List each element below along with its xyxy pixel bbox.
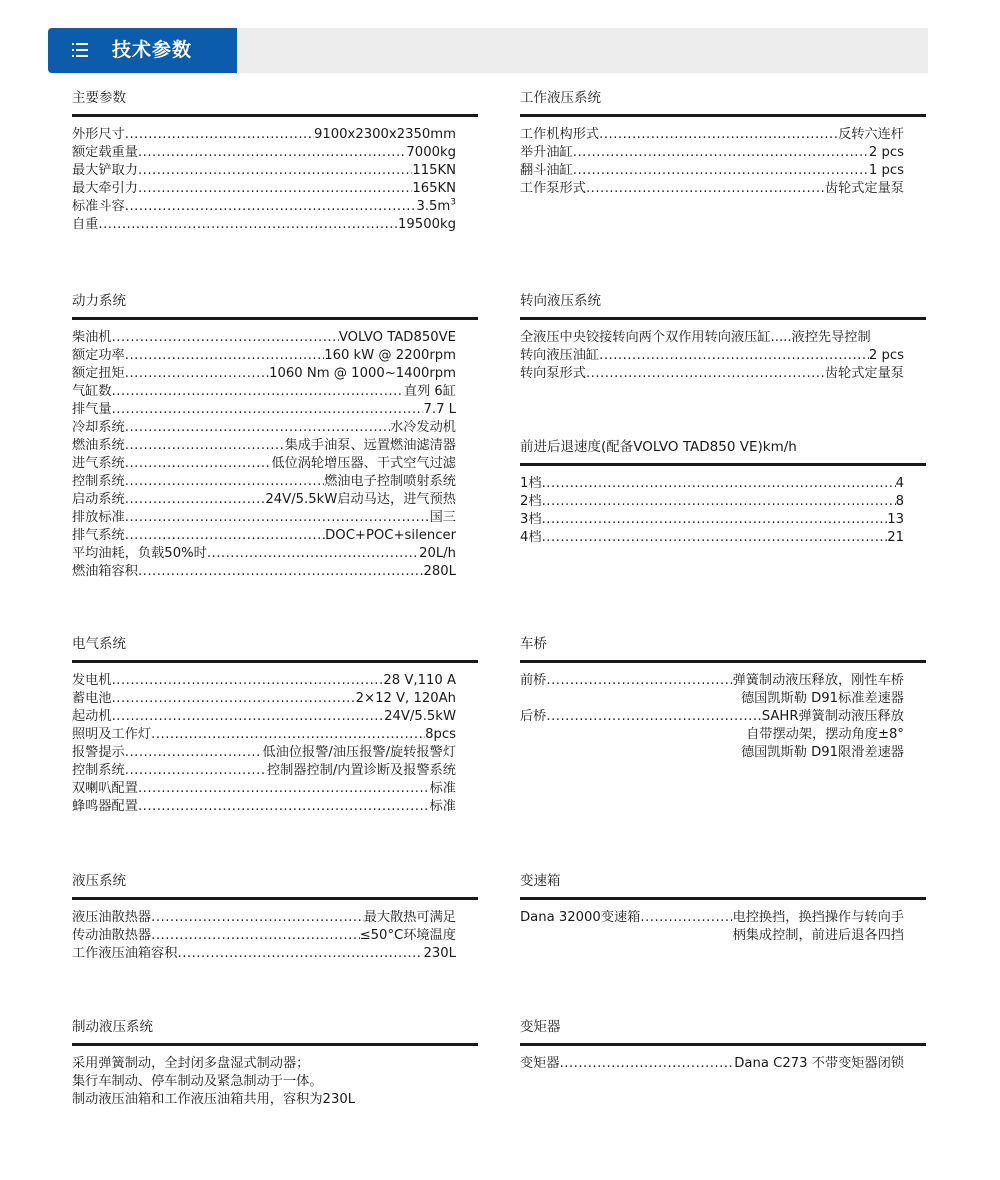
spec-value: 13: [887, 512, 904, 527]
section-steering: [520, 292, 926, 383]
spec-list: [520, 1055, 904, 1073]
spec-label: 外形尺寸: [72, 127, 125, 142]
spec-label: 翻斗油缸: [520, 163, 573, 178]
spec-label: 排气系统: [72, 528, 125, 543]
spec-row: [520, 180, 904, 198]
spec-label: 排气量: [72, 402, 112, 417]
spec-label: 最大铲取力: [72, 163, 138, 178]
spec-value: 齿轮式定量泵: [824, 366, 904, 381]
spec-label: 额定载重量: [72, 145, 138, 160]
spec-value: 19500kg: [398, 217, 456, 232]
spec-row: [520, 909, 904, 927]
spec-label: 排放标准: [72, 510, 125, 525]
header-tab: [48, 28, 237, 73]
section-work-hydraulic: [520, 89, 926, 198]
section-electrical: [72, 635, 478, 816]
spec-list: [72, 672, 456, 816]
spec-value: 反转六连杆: [838, 127, 904, 142]
spec-value: DOC+POC+silencer: [325, 528, 456, 543]
spec-row: [520, 365, 904, 383]
spec-row: [520, 347, 904, 365]
spec-value: 燃油电子控制喷射系统: [324, 474, 456, 489]
spec-row: [72, 401, 456, 419]
spec-list: [520, 909, 904, 945]
spec-label: 冷却系统: [72, 420, 125, 435]
spec-value: 280L: [423, 564, 456, 579]
section-rule: [520, 463, 926, 466]
spec-row: [520, 475, 904, 493]
section-gearbox: [520, 872, 926, 945]
spec-label: 1档: [520, 476, 542, 491]
spec-list: [520, 329, 904, 383]
spec-value: 1060 Nm @ 1000~1400rpm: [269, 366, 456, 381]
spec-value: 28 V,110 A: [383, 673, 456, 688]
spec-label: 工作液压油箱容积: [72, 946, 178, 961]
page-title: 技术参数: [112, 39, 193, 61]
section-title: 工作液压系统: [520, 90, 601, 106]
spec-value: 115KN: [412, 163, 456, 178]
spec-label: 蜂鸣器配置: [72, 799, 138, 814]
spec-value: 直列 6缸: [403, 384, 456, 399]
spec-row: [72, 672, 456, 690]
spec-value: 8pcs: [425, 727, 456, 742]
spec-value: 水冷发动机: [390, 420, 456, 435]
spec-row: [72, 909, 456, 927]
paragraph-line: 采用弹簧制动，全封闭多盘湿式制动器；: [72, 1056, 310, 1071]
spec-paragraph: [72, 1055, 456, 1109]
spec-label: 柴油机: [72, 330, 112, 345]
spec-label: 举升油缸: [520, 145, 573, 160]
spec-label: 气缸数: [72, 384, 112, 399]
spec-row: [72, 744, 456, 762]
spec-label: 燃油系统: [72, 438, 125, 453]
spec-row: [520, 529, 904, 547]
section-power: [72, 292, 478, 581]
spec-row: [72, 198, 456, 216]
section-rule: [520, 114, 926, 117]
spec-row: [72, 762, 456, 780]
spec-list: [72, 909, 456, 963]
spec-label: 工作泵形式: [520, 181, 586, 196]
spec-value: 低油位报警/油压报警/旋转报警灯: [262, 745, 456, 760]
spec-row: [72, 509, 456, 527]
spec-label: 转向液压油缸: [520, 348, 600, 363]
spec-row: [72, 473, 456, 491]
paragraph-line: 制动液压油箱和工作液压油箱共用，容积为230L: [72, 1092, 356, 1107]
spec-row: [72, 329, 456, 347]
section-title: 电气系统: [72, 636, 126, 652]
spec-list: [520, 126, 904, 198]
spec-value: 2×12 V, 120Ah: [355, 691, 456, 706]
spec-row: [72, 455, 456, 473]
spec-value: 230L: [423, 946, 456, 961]
paragraph-line: 集行车制动、停车制动及紧急制动于一体。: [72, 1074, 323, 1089]
section-rule: [72, 1043, 478, 1046]
spec-continuation: 自带摆动架，摆动角度±8°: [746, 727, 904, 742]
section-hydraulic: [72, 872, 478, 963]
spec-label: 标准斗容: [72, 199, 125, 214]
spec-row: [72, 545, 456, 563]
spec-value: 标准: [429, 799, 456, 814]
spec-label: 最大牵引力: [72, 181, 138, 196]
spec-row: [520, 493, 904, 511]
section-rule: [520, 1043, 926, 1046]
spec-list: [520, 475, 904, 547]
spec-value: 9100x2300x2350mm: [314, 127, 456, 142]
spec-value: SAHR弹簧制动液压释放: [761, 709, 904, 724]
section-title: 前进后退速度(配备VOLVO TAD850 VE)km/h: [520, 439, 797, 455]
spec-row: [72, 162, 456, 180]
spec-label: 起动机: [72, 709, 112, 724]
spec-value: 最大散热可满足: [363, 910, 456, 925]
spec-value: ≤50°C环境温度: [359, 928, 456, 943]
section-axle: [520, 635, 926, 762]
spec-row: [72, 927, 456, 945]
spec-label: 控制系统: [72, 763, 125, 778]
spec-label: 2档: [520, 494, 542, 509]
spec-label: 进气系统: [72, 456, 125, 471]
section-title: 主要参数: [72, 90, 126, 106]
spec-row: [72, 419, 456, 437]
spec-value: 低位涡轮增压器、干式空气过滤: [271, 456, 456, 471]
spec-value: 8: [895, 494, 904, 509]
section-rule: [72, 660, 478, 663]
spec-continuation: 柄集成控制，前进后退各四挡: [732, 928, 904, 943]
spec-row: [72, 216, 456, 234]
section-title: 变速箱: [520, 873, 561, 889]
spec-row: [72, 726, 456, 744]
spec-row: [520, 708, 904, 726]
spec-row: [72, 527, 456, 545]
spec-row: [72, 945, 456, 963]
spec-label: 4档: [520, 530, 542, 545]
section-title: 液压系统: [72, 873, 126, 889]
spec-value: 标准: [429, 781, 456, 796]
section-speed: [520, 438, 926, 547]
spec-row: [72, 690, 456, 708]
spec-value: 集成手油泵、远置燃油滤清器: [284, 438, 456, 453]
section-title: 车桥: [520, 636, 547, 652]
section-main-params: [72, 89, 478, 234]
spec-label: 转向泵形式: [520, 366, 586, 381]
spec-row: [72, 563, 456, 581]
section-rule: [520, 660, 926, 663]
spec-list: [520, 672, 904, 762]
spec-value: 21: [887, 530, 904, 545]
spec-row: [72, 708, 456, 726]
spec-row: [72, 144, 456, 162]
spec-list: [72, 126, 456, 234]
section-title: 动力系统: [72, 293, 126, 309]
spec-value: Dana C273 不带变矩器闭锁: [734, 1056, 904, 1071]
spec-label: Dana 32000变速箱: [520, 910, 641, 925]
section-brake: [72, 1018, 478, 1109]
spec-row: [520, 1055, 904, 1073]
spec-line: 全液压中央铰接转向两个双作用转向液压缸.....液控先导控制: [520, 330, 871, 345]
spec-value: 160 kW @ 2200rpm: [324, 348, 456, 363]
spec-label: 发电机: [72, 673, 112, 688]
superscript: 3: [450, 198, 456, 208]
spec-label: 平均油耗，负载50%时: [72, 546, 207, 561]
spec-label: 工作机构形式: [520, 127, 600, 142]
spec-value: VOLVO TAD850VE: [338, 330, 456, 345]
spec-label: 控制系统: [72, 474, 125, 489]
spec-value: 1 pcs: [868, 163, 904, 178]
spec-row: [72, 491, 456, 509]
spec-value: 齿轮式定量泵: [824, 181, 904, 196]
spec-label: 后桥: [520, 709, 547, 724]
spec-row: [72, 347, 456, 365]
spec-label: 液压油散热器: [72, 910, 152, 925]
spec-row: [520, 162, 904, 180]
spec-row: [520, 511, 904, 529]
spec-row: [520, 144, 904, 162]
spec-list: [72, 329, 456, 581]
spec-value: 2 pcs: [868, 348, 904, 363]
spec-value: $3.5m^3$: [416, 198, 456, 214]
spec-row: [72, 126, 456, 144]
spec-label: 前桥: [520, 673, 547, 688]
spec-row: [72, 383, 456, 401]
spec-label: 蓄电池: [72, 691, 112, 706]
spec-value: 2 pcs: [868, 145, 904, 160]
section-title: 转向液压系统: [520, 293, 601, 309]
spec-label: 额定扭矩: [72, 366, 125, 381]
spec-value: 24V/5.5kW: [384, 709, 456, 724]
section-title: 制动液压系统: [72, 1019, 153, 1035]
spec-label: 报警提示: [72, 745, 125, 760]
spec-value: 电控换挡，换挡操作与转向手: [732, 910, 904, 925]
spec-label: 自重: [72, 217, 99, 232]
spec-label: 燃油箱容积: [72, 564, 138, 579]
spec-label: 变矩器: [520, 1056, 560, 1071]
spec-row: [72, 798, 456, 816]
spec-row: [72, 437, 456, 455]
spec-continuation: 德国凯斯勒 D91标准差速器: [740, 691, 904, 706]
spec-row: [520, 672, 904, 690]
spec-value: 控制器控制/内置诊断及报警系统: [266, 763, 456, 778]
spec-row: [72, 365, 456, 383]
section-converter: [520, 1018, 926, 1073]
section-rule: [520, 897, 926, 900]
spec-value: 24V/5.5kW启动马达，进气预热: [265, 492, 456, 507]
spec-row: [520, 126, 904, 144]
spec-label: 双喇叭配置: [72, 781, 138, 796]
spec-value: 国三: [429, 510, 456, 525]
section-title: 变矩器: [520, 1019, 561, 1035]
spec-label: 启动系统: [72, 492, 125, 507]
spec-row: [72, 780, 456, 798]
section-rule: [72, 114, 478, 117]
spec-continuation: 德国凯斯勒 D91限滑差速器: [740, 745, 904, 760]
spec-row: [72, 180, 456, 198]
menu-icon: [72, 43, 88, 58]
spec-label: 照明及工作灯: [72, 727, 152, 742]
section-rule: [520, 317, 926, 320]
spec-label: 传动油散热器: [72, 928, 152, 943]
spec-value: 4: [895, 476, 904, 491]
spec-value: 20L/h: [419, 546, 456, 561]
spec-value: 7.7 L: [423, 402, 456, 417]
spec-value: 165KN: [412, 181, 456, 196]
section-rule: [72, 897, 478, 900]
spec-label: 额定功率: [72, 348, 125, 363]
spec-label: 3档: [520, 512, 542, 527]
section-rule: [72, 317, 478, 320]
spec-value: 弹簧制动液压释放，刚性车桥: [732, 673, 904, 688]
spec-value: 7000kg: [406, 145, 456, 160]
